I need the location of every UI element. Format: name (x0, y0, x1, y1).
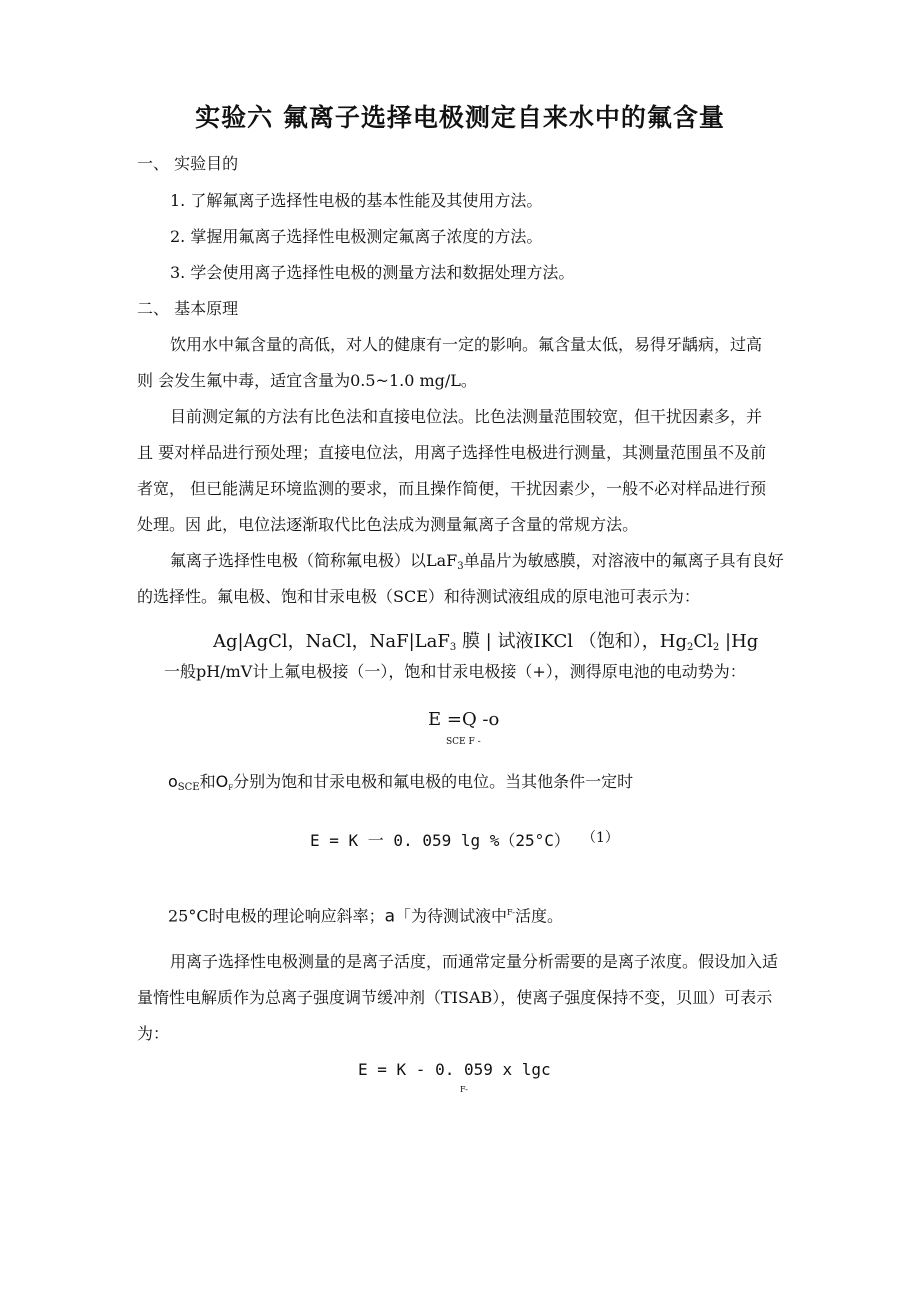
page-title: 实验六 氟离子选择电极测定自来水中的氟含量 (195, 103, 725, 132)
text-run: |Hg (719, 631, 759, 652)
list-item: 3. 学会使用离子选择性电极的测量方法和数据处理方法。 (170, 263, 575, 282)
paragraph-line: 用离子选择性电极测量的是离子活度，而通常定量分析需要的是离子浓度。假设加入适 (170, 952, 779, 971)
equation: E =Q -o (428, 709, 500, 730)
text-run: 和O (199, 772, 229, 791)
superscript: F- (507, 908, 515, 917)
paragraph-line: 者宽， 但已能满足环境监测的要求，而且操作简便，干扰因素少，一般不必对样品进行预 (137, 479, 767, 498)
cell-notation (213, 627, 758, 653)
text-run: Cl (693, 631, 713, 652)
paragraph-line: 饮用水中氟含量的高低，对人的健康有一定的影响。氟含量太低，易得牙龋病，过高 (170, 335, 763, 354)
text-run: 活度。 (514, 906, 563, 926)
subscript: SCE (177, 782, 200, 793)
paragraph-line (170, 553, 784, 575)
equation: E = K - 0. 059 x lgc (358, 1060, 551, 1079)
list-item: 1. 了解氟离子选择性电极的基本性能及其使用方法。 (170, 191, 543, 210)
subscript: F (228, 784, 234, 792)
equation: E = K 一 0. 059 lg %（25°C） (310, 831, 570, 850)
section-heading: 二、 基本原理 (137, 299, 239, 318)
paragraph-line (168, 774, 633, 796)
text-run: a (384, 906, 396, 927)
subscript: 3 (449, 642, 457, 653)
paragraph-line: 的选择性。氟电极、饱和甘汞电极（SCE）和待测试液组成的原电池可表示为： (137, 587, 700, 606)
text-run: Ag|AgCl，NaCl，NaF|LaF (213, 631, 450, 652)
paragraph-line: 处理。因 此，电位法逐渐取代比色法成为测量氟离子含量的常规方法。 (137, 515, 639, 534)
text-run: 氟离子选择性电极（简称氟电极）以LaF (170, 551, 458, 570)
subscript: 2 (712, 642, 720, 653)
subscript: 3 (457, 561, 464, 572)
paragraph-line: 且 要对样品进行预处理；直接电位法，用离子选择性电极进行测量，其测量范围虽不及前 (137, 443, 767, 462)
text-run: 25°C时电极的理论响应斜率； (168, 906, 385, 926)
list-item: 2. 掌握用氟离子选择性电极测定氟离子浓度的方法。 (170, 227, 543, 246)
text-run: 「为待测试液中 (395, 906, 508, 926)
equation-subscripts: SCE F - (446, 737, 481, 747)
equation-subscript: F- (460, 1085, 468, 1094)
text-run: 分别为饱和甘汞电极和氟电极的电位。当其他条件一定时 (233, 772, 634, 791)
text-run: o (168, 772, 178, 791)
text-run: 膜 | 试液IKCl （饱和），Hg (456, 631, 688, 652)
paragraph-line (168, 905, 563, 927)
text-run: 单晶片为敏感膜，对溶液中的氟离子具有良好 (463, 551, 784, 570)
paragraph-line: 则 会发生氟中毒，适宜含量为0.5~1.0 mg/L。 (137, 371, 477, 390)
paragraph-line: 为： (137, 1024, 170, 1043)
paragraph-line: 目前测定氟的方法有比色法和直接电位法。比色法测量范围较宽，但干扰因素多，并 (170, 407, 763, 426)
equation-number: （1） (582, 830, 619, 846)
subscript: 2 (687, 642, 694, 653)
paragraph-line: 一般pH/mV计上氟电极接（一），饱和甘汞电极接（+），测得原电池的电动势为： (164, 662, 746, 681)
section-heading: 一、 实验目的 (137, 154, 239, 173)
paragraph-line: 量惰性电解质作为总离子强度调节缓冲剂（TISAB），使离子强度保持不变，贝皿）可表示 (137, 988, 773, 1007)
